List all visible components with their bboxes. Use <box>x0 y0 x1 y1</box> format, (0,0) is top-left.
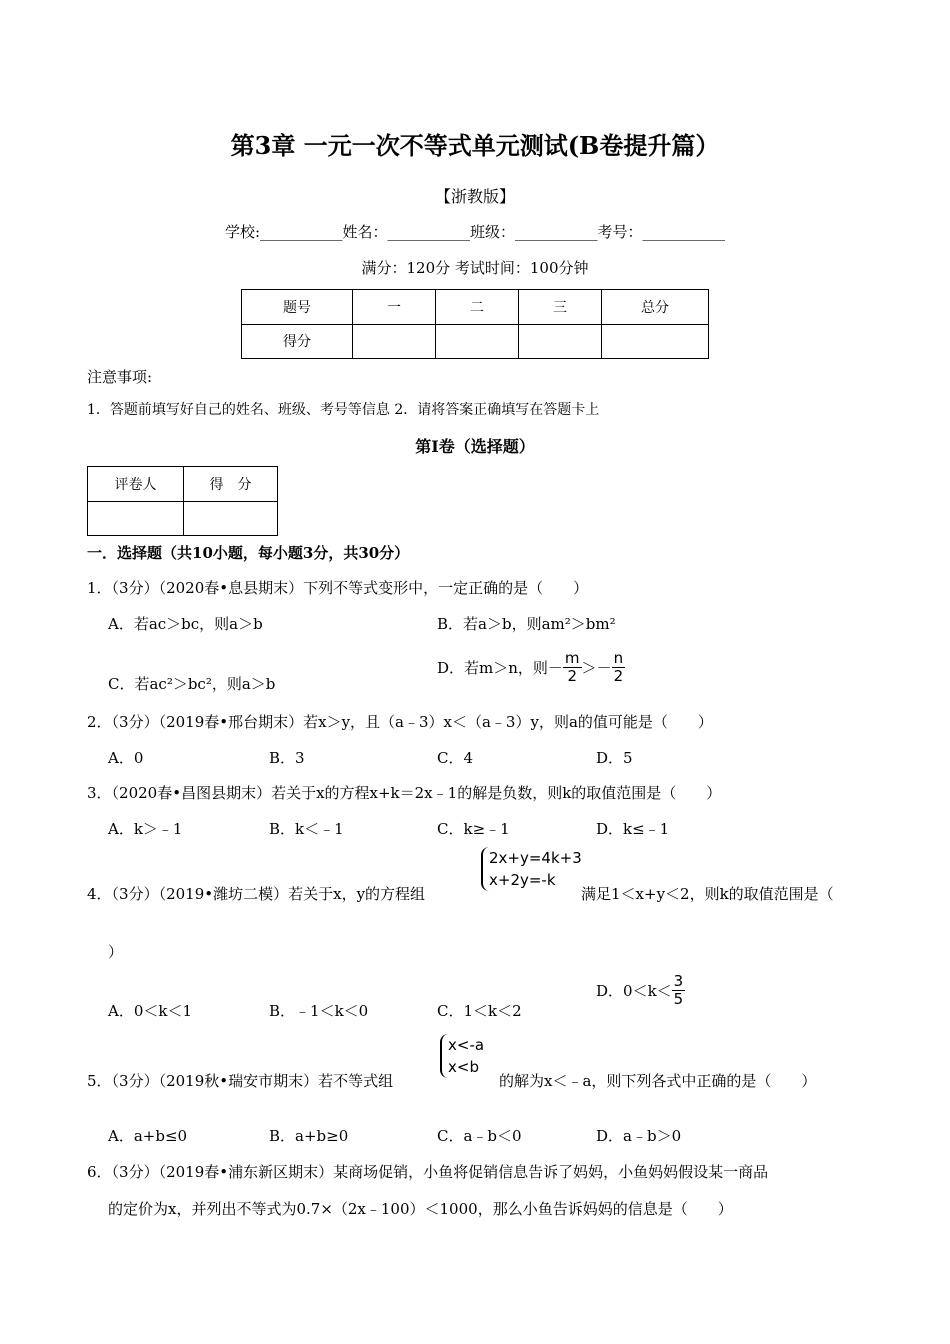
grader-cell <box>88 501 184 536</box>
edition-label: 【浙教版】 <box>434 187 515 206</box>
q4-stem-pre: 4．（3分）（2019•潍坊二模）若关于x，y的方程组 <box>87 885 426 903</box>
score-row-label: 得分 <box>242 324 353 359</box>
score-header: 题号 <box>242 290 353 325</box>
q4-stem-close: ） <box>108 943 124 961</box>
score-cell <box>519 324 602 359</box>
page-title: 第3章 一元一次不等式单元测试(B卷提升篇） <box>230 131 720 160</box>
q5-option-d: D．a﹣b＞0 <box>596 1127 682 1145</box>
score-header: 总分 <box>602 290 709 325</box>
student-info-line: 学校:___________姓名：___________班级：___________考号：___________ <box>224 223 726 241</box>
notes-text: 1．答题前填写好自己的姓名、班级、考号等信息 2．请将答案正确填写在答题卡上 <box>87 402 600 418</box>
fraction-3-over-5: $\frac{3}{5}$ <box>673 972 684 1008</box>
q1-option-d <box>437 650 625 685</box>
q4-stem-post: 满足1＜x+y＜2，则k的取值范围是（ <box>581 885 834 903</box>
q2-option-a: A．0 <box>108 749 144 767</box>
q4-eq1: 2x+y=4k+3 <box>489 849 582 867</box>
q6-line2: 的定价为x，并列出不等式为0.7×（2x﹣100）＜1000，那么小鱼告诉妈妈的信息是（ ） <box>108 1200 733 1218</box>
q4-option-a: A．0＜k＜1 <box>108 1002 193 1020</box>
grader-header: 评卷人 <box>88 467 184 502</box>
score-table <box>241 289 709 359</box>
q5-option-c: C．a﹣b＜0 <box>437 1127 522 1145</box>
fraction-n-over-2: $\frac{n}{2}$ <box>613 649 624 685</box>
q3-option-a: A．k＞﹣1 <box>108 820 183 838</box>
q1-option-d-prefix: D．若m＞n，则－ <box>437 659 563 677</box>
notes-title: 注意事项: <box>87 368 153 386</box>
q1-option-c: C．若ac²＞bc²，则a＞b <box>108 675 276 693</box>
q3-option-d: D．k≤﹣1 <box>596 820 670 838</box>
grader-header: 得 分 <box>184 467 278 502</box>
q4-option-c: C．1＜k＜2 <box>437 1002 522 1020</box>
q5-stem-post: 的解为x＜﹣a，则下列各式中正确的是（ ） <box>499 1072 817 1090</box>
score-cell <box>436 324 519 359</box>
q4-option-b: B．﹣1＜k＜0 <box>269 1002 369 1020</box>
grader-table <box>87 466 278 536</box>
exam-meta-line: 满分：120分 考试时间：100分钟 <box>361 259 589 277</box>
q1-relation: ＞－ <box>581 659 612 677</box>
q3-option-b: B．k＜﹣1 <box>269 820 344 838</box>
q1-stem: 1．（3分）（2020春•息县期末）下列不等式变形中，一定正确的是（ ） <box>87 579 589 597</box>
q4-option-d <box>596 973 685 1008</box>
q4-option-d-prefix: D．0＜k＜ <box>596 982 672 1000</box>
grader-cell <box>184 501 278 536</box>
q2-option-d: D．5 <box>596 749 633 767</box>
q5-stem-pre: 5．（3分）（2019秋•瑞安市期末）若不等式组 <box>87 1072 394 1090</box>
fraction-m-over-2: $\frac{m}{2}$ <box>564 649 580 685</box>
q5-inequality-system <box>440 1034 484 1078</box>
q3-stem: 3．（2020春•昌图县期末）若关于x的方程x+k＝2x﹣1的解是负数，则k的取值范围是（ ） <box>87 784 722 802</box>
q1-option-a: A．若ac＞bc，则a＞b <box>108 615 263 633</box>
q1-option-b: B．若a＞b，则am²＞bm² <box>437 615 616 633</box>
q3-option-c: C．k≥﹣1 <box>437 820 510 838</box>
q4-equation-system <box>481 847 582 891</box>
score-header: 三 <box>519 290 602 325</box>
q2-stem: 2．（3分）（2019春•邢台期末）若x＞y，且（a﹣3）x＜（a﹣3）y，则a的值可能是（ ） <box>87 713 713 731</box>
score-cell <box>353 324 436 359</box>
q4-eq2: x+2y=-k <box>489 871 556 889</box>
q5-eq1: x<-a <box>448 1036 485 1054</box>
score-header: 二 <box>436 290 519 325</box>
q2-option-c: C．4 <box>437 749 474 767</box>
q5-option-b: B．a+b≥0 <box>269 1127 349 1145</box>
q5-eq2: x<b <box>448 1058 479 1076</box>
part-heading: 一．选择题（共10小题，每小题3分，共30分） <box>87 544 410 562</box>
score-cell <box>602 324 709 359</box>
q6-line1: 6．（3分）（2019春•浦东新区期末）某商场促销，小鱼将促销信息告诉了妈妈，小鱼妈妈假设某一商品 <box>87 1163 769 1181</box>
q2-option-b: B．3 <box>269 749 305 767</box>
q5-option-a: A．a+b≤0 <box>108 1127 188 1145</box>
section-title: 第Ⅰ卷（选择题） <box>415 437 535 456</box>
score-header: 一 <box>353 290 436 325</box>
